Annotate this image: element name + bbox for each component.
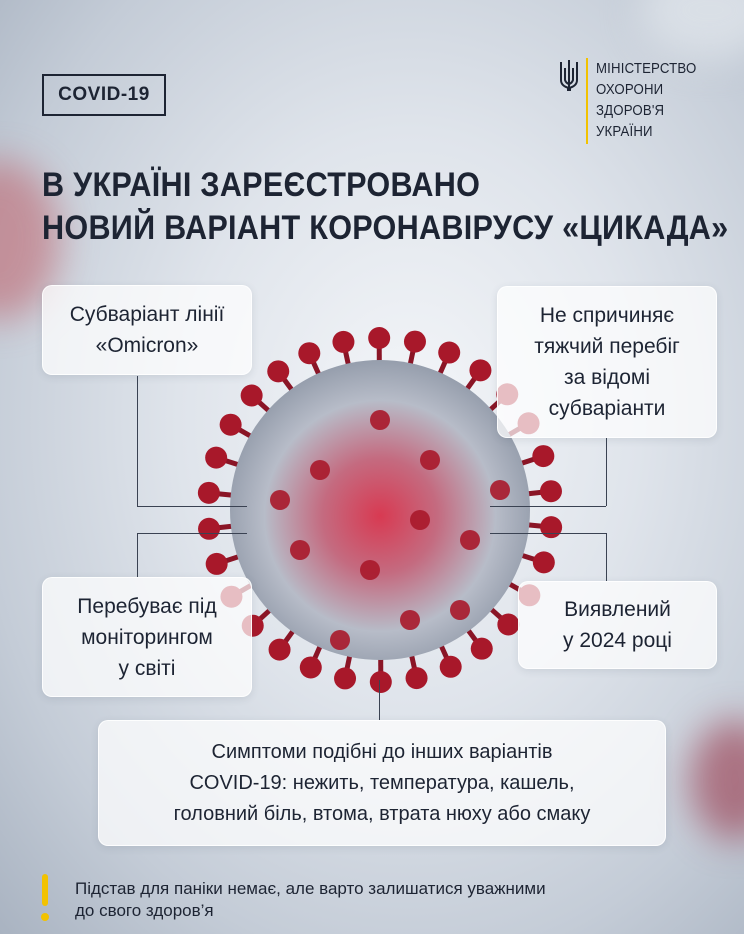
background-blur-right bbox=[690, 720, 744, 840]
exclamation-icon bbox=[40, 874, 50, 922]
card-severity-line-3: за відомі bbox=[563, 366, 650, 389]
card-monitoring-line-3: у світі bbox=[118, 656, 176, 680]
card-monitoring-line-2: моніторингом bbox=[81, 625, 213, 649]
ministry-line-4: УКРАЇНИ bbox=[596, 123, 653, 140]
card-subvariant-line-1: Субваріант лінії bbox=[69, 303, 225, 326]
footer-note-line-2: до свого здоров’я bbox=[75, 901, 214, 920]
connector-center bbox=[379, 680, 380, 720]
card-detected-line-2: у 2024 році bbox=[563, 629, 672, 652]
connector-right-top-h bbox=[490, 506, 606, 507]
card-symptoms-line-2: COVID-19: нежить, температура, кашель, bbox=[189, 771, 575, 794]
ministry-line-2: ОХОРОНИ bbox=[596, 81, 664, 98]
page-title bbox=[42, 164, 728, 250]
footer-note-line-1: Підстав для паніки немає, але варто залишатися уважними bbox=[75, 879, 546, 898]
ministry-line-3: ЗДОРОВ'Я bbox=[596, 102, 665, 119]
connector-right-bottom-h bbox=[490, 533, 606, 534]
connector-right-top bbox=[606, 438, 607, 506]
trident-icon bbox=[558, 58, 580, 92]
title-line-1: В УКРАЇНІ ЗАРЕЄСТРОВАНО bbox=[42, 166, 481, 204]
card-symptoms bbox=[98, 720, 666, 846]
background-blur-top-right bbox=[640, 0, 744, 60]
card-severity-line-1: Не спричиняє bbox=[539, 304, 675, 327]
connector-left-bottom-h bbox=[137, 533, 247, 534]
ministry-line-1: МІНІСТЕРСТВО bbox=[596, 60, 697, 77]
card-severity-line-4: субваріанти bbox=[548, 397, 666, 420]
connector-right-bottom bbox=[606, 533, 607, 581]
card-detected-line-1: Виявлений bbox=[564, 598, 671, 621]
card-symptoms-line-3: головний біль, втома, втрата нюху або смаку bbox=[173, 802, 591, 825]
card-severity-line-2: тяжчий перебіг bbox=[534, 335, 680, 358]
card-subvariant-line-2: «Omicron» bbox=[95, 334, 199, 357]
card-symptoms-line-1: Симптоми подібні до інших варіантів bbox=[211, 740, 553, 763]
connector-left-top-h bbox=[137, 506, 247, 507]
logo-divider bbox=[586, 58, 588, 144]
ministry-logo bbox=[558, 58, 710, 144]
title-line-2: НОВИЙ ВАРІАНТ КОРОНАВІРУСУ «ЦИКАДА» bbox=[42, 209, 729, 247]
card-detected bbox=[518, 581, 717, 669]
footer-note bbox=[75, 878, 546, 922]
connector-left-bottom bbox=[137, 533, 138, 577]
covid-tag: COVID-19 bbox=[42, 74, 166, 116]
card-subvariant bbox=[42, 285, 252, 375]
connector-left-top bbox=[137, 376, 138, 506]
card-monitoring-line-1: Перебуває під bbox=[77, 594, 217, 618]
card-monitoring bbox=[42, 577, 252, 697]
card-severity bbox=[497, 286, 717, 438]
